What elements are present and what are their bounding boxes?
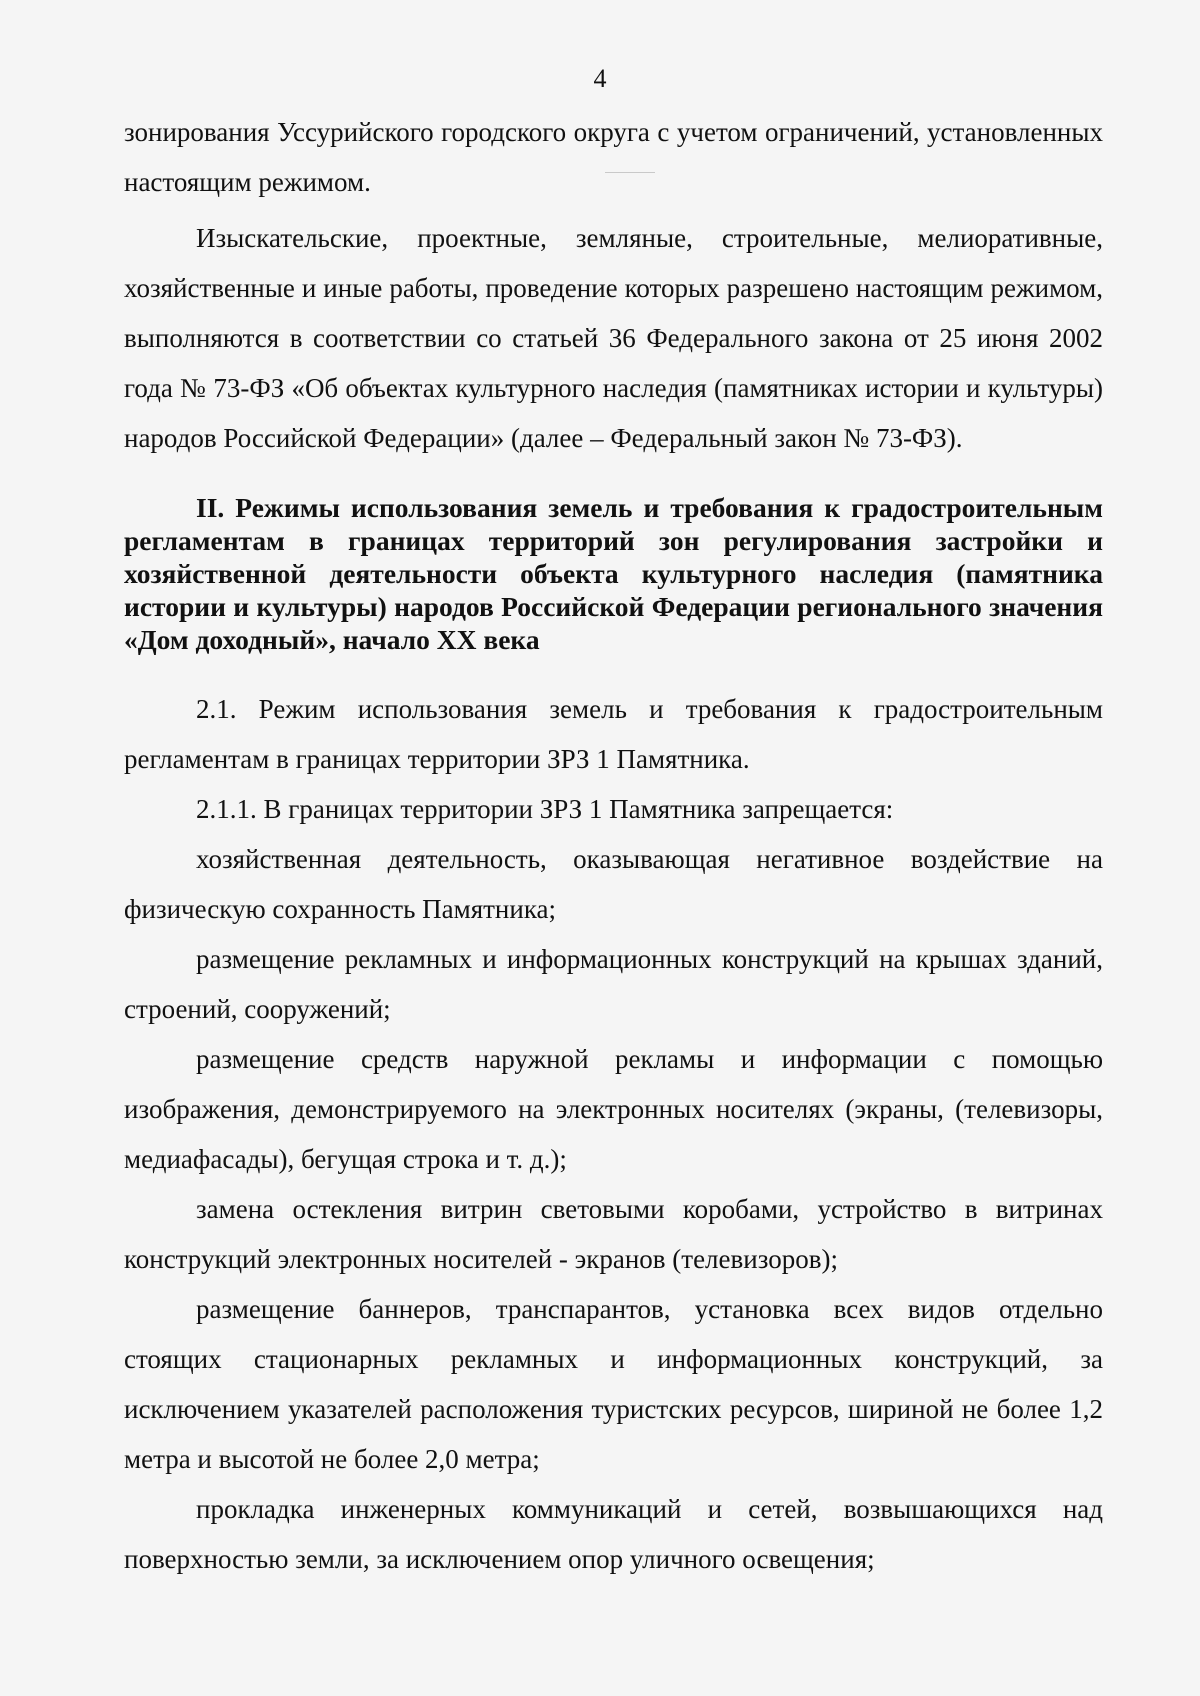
list-item-utilities: прокладка инженерных коммуникаций и сетей, возвышающихся над поверхностью земли, за исключением опор уличного освещения; — [124, 1494, 1103, 1574]
page-number: 4 — [593, 64, 607, 93]
document-body — [124, 107, 1103, 1584]
paragraph-2-1: 2.1. Режим использования земель и требования к градостроительным регламентам в границах территории ЗРЗ 1 Памятника. — [124, 694, 1103, 774]
paragraph-2-1-1: 2.1.1. В границах территории ЗРЗ 1 Памятника запрещается: — [196, 794, 894, 824]
list-item-roof-advertising: размещение рекламных и информационных конструкций на крышах зданий, строений, сооружений; — [124, 944, 1103, 1024]
list-item-banners: размещение баннеров, транспарантов, установка всех видов отдельно стоящих стационарных рекламных и информационных конструкций, за исключением указателей расположения туристских ресурсов, шириной не более 1,2 метра и высотой не более 2,0 метра; — [124, 1294, 1103, 1474]
section-heading: II. Режимы использования земель и требования к градостроительным регламентам в границах территорий зон регулирования застройки и хозяйственной деятельности объекта культурного наследия (памятника истории и культуры) народов Российской Федерации регионального значения «Дом доходный», начало XX века — [124, 492, 1103, 655]
list-item-electronic-advertising: размещение средств наружной рекламы и информации с помощью изображения, демонстрируемого на электронных носителях (экраны, (телевизоры, медиафасады), бегущая строка и т. д.); — [124, 1044, 1103, 1174]
list-item-shopwindow-glazing: замена остекления витрин световыми коробами, устройство в витринах конструкций электронных носителей - экранов (телевизоров); — [124, 1194, 1103, 1274]
paragraph-zoning-continuation: зонирования Уссурийского городского округа с учетом ограничений, установленных настоящим режимом. — [124, 117, 1103, 197]
list-item-economic-activity: хозяйственная деятельность, оказывающая негативное воздействие на физическую сохранность Памятника; — [124, 844, 1103, 924]
paragraph-works-regulation: Изыскательские, проектные, земляные, строительные, мелиоративные, хозяйственные и иные работы, проведение которых разрешено настоящим режимом, выполняются в соответствии со статьей 36 Федерального закона от 25 июня 2002 года № 73-ФЗ «Об объектах культурного наследия (памятниках истории и культуры) народов Российской Федерации» (далее – Федеральный закон № 73-ФЗ). — [124, 223, 1103, 453]
